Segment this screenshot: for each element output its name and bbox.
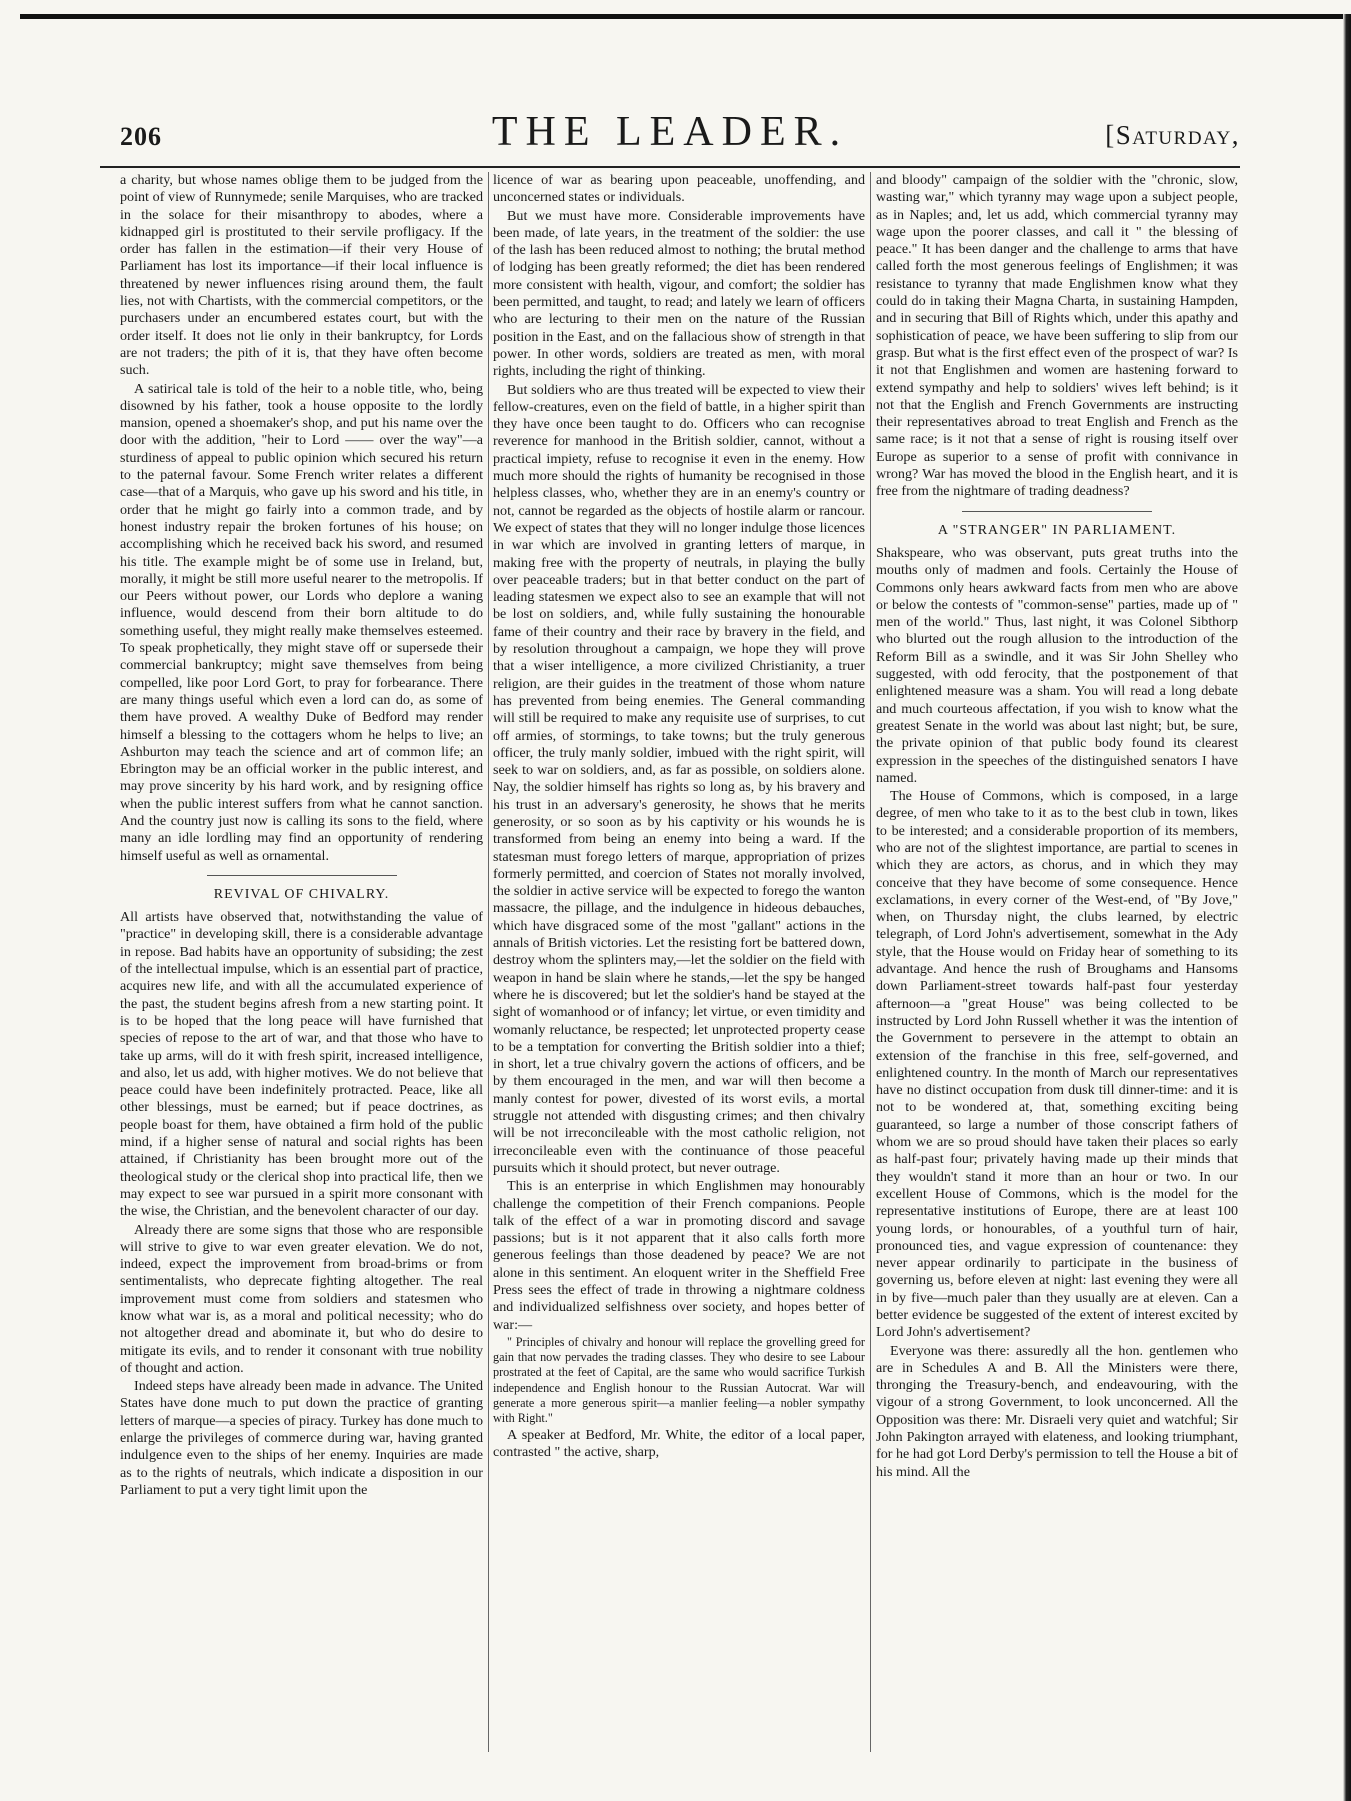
binding-gutter-shadow [1343, 14, 1351, 1801]
paragraph: But we must have more. Considerable improvements have been made, of late years, in the treatment of the soldier: the use of the lash has been reduced almost to nothing; the brutal method of lodging has been greatly reformed; the diet has been rendered more consistent with health, vigour, and comfort; the soldier has been permitted, and taught, to read; and lately we learn of officers who are lecturing to their men on the nature of the Russian position in the East, and on the fallacious show of strength in that power. In other words, soldiers are treated as men, with moral rights, including the right of thinking. [493, 207, 865, 380]
header-date: [Saturday, [1105, 120, 1240, 150]
header-rule [100, 166, 1240, 168]
column-1 [120, 172, 483, 1762]
column-3 [876, 172, 1238, 1762]
paragraph: A satirical tale is told of the heir to a noble title, who, being disowned by his father, took a house opposite to the lordly mansion, opened a shoemaker's shop, and put his name over the door with the addition, "heir to Lord —— over the way"—a sturdiness of appeal to public opinion which secured his return to the paternal favour. Some French writer relates a different case—that of a Marquis, who gave up his sword and his title, in order that he might go fairly into a common trade, and by honest industry repair the broken fortunes of his house; on accomplishing which he received back his sword, and resumed his title. The example might be of some use in Ireland, but, morally, it might be still more useful nearer to the metropolis. If our Peers without power, our Lords who deplore a waning influence, would descend from their born altitude to do something useful, they might really make themselves esteemed. To speak prophetically, they might stave off or supersede their commercial bankruptcy; might save themselves from being compelled, like poor Lord Gort, to pray for forbearance. There are many things useful which even a lord can do, as some of them have proved. A wealthy Duke of Bedford may render himself a blessing to the cottagers whom he helps to live; an Ashburton may teach the science and art of common life; an Ebrington may be an official worker in the public interest, and may prove sincerity by his hard work, and by resigning office when the public interest suffers from what he cannot sanction. And the country just now is calling its sons to the field, where many an idle lordling may find an opportunity of rendering himself useful as well as ornamental. [120, 380, 483, 864]
paragraph: Indeed steps have already been made in advance. The United States have done much to put down the practice of granting letters of marque—a species of piracy. Turkey has done much to enlarge the privileges of commerce during war, having granted indulgence even to the ships of her enemy. Inquiries are made as to the rights of neutrals, which indicate a disposition in our Parliament to put a very tight limit upon the [120, 1378, 483, 1498]
page-number: 206 [120, 122, 162, 151]
paragraph: licence of war as bearing upon peaceable, unoffending, and unconcerned states or individuals. [493, 172, 865, 206]
masthead-title: THE LEADER. [491, 109, 849, 155]
section-divider [962, 511, 1152, 512]
article-title-stranger-in-parliament: A "STRANGER" IN PARLIAMENT. [937, 522, 1177, 538]
article-title-revival-of-chivalry: REVIVAL OF CHIVALRY. [213, 886, 390, 902]
paragraph: Shakspeare, who was observant, puts great truths into the mouths only of madmen and fools. Certainly the House of Commons only hears awkward facts from men who are above or below the contests of "common-sense" parties, made up of " men of the world." Thus, last night, it was Colonel Sibthorp who blurted out the rough allusion to the introduction of the Reform Bill as a swindle, and it was Sir John Shelley who suggested, with odd ferocity, that the postponement of that enlightened measure was a sham. You will read a long debate and much courteous affectation, if you wish to know what the greatest Senate in the world was about last night; but, be sure, the private opinion of that public body found its clearest expression in the speeches of the distinguished senators I have named. [876, 544, 1238, 786]
column-2 [493, 172, 865, 1762]
block-quote: " Principles of chivalry and honour will replace the grovelling greed for gain that now pervades the trading classes. They who desire to see Labour prostrated at the feet of Capital, are the same who would sacrifice Turkish independence and English honour to the Russian Autocrat. War will generate a more generous spirit—a manlier feeling—a nobler sympathy with Right." [493, 1334, 865, 1425]
column-divider [488, 172, 489, 1752]
paragraph: This is an enterprise in which Englishmen may honourably challenge the competition of their French companions. People talk of the effect of a war in promoting discord and savage passions; but is it not apparent that it also calls forth more generous feelings than those deadened by peace? We are not alone in this sentiment. An eloquent writer in the Sheffield Free Press sees the effect of trade in throwing a nightmare coldness and individualized selfishness over society, and hopes better of war:— [493, 1178, 865, 1333]
paragraph: All artists have observed that, notwithstanding the value of "practice" in developing skill, there is a considerable advantage in repose. Bad habits have an opportunity of subsiding; the zest of the intellectual impulse, which is an essential part of practice, acquires new life, and with all the accumulated experience of the past, the student begins afresh from a new starting point. It is to be hoped that the long peace will have furnished that species of repose to the art of war, and that those who have to take up arms, will do it with fresh spirit, increased intelligence, and also, let us add, with higher motives. We do not believe that peace could have been indefinitely protracted. Peace, like all other blessings, must be earned; but if peace doctrines, as people boast for them, have obtained a firm hold of the public mind, if a higher sense of natural and social rights has been attained, if Christianity has been brought more out of the theological study or the clerical shop into practical life, then we may expect to see war pursued in a spirit more consonant with the wise, the Christian, and the benevolent character of our day. [120, 909, 483, 1220]
top-border-rule [20, 14, 1351, 19]
paragraph: and bloody" campaign of the soldier with the "chronic, slow, wasting war," which tyranny may wage upon a subject people, as in Naples; and, let us add, which commercial tyranny may wage upon the poorer classes, and call it " the blessing of peace." It has been danger and the challenge to arms that have called forth the most generous feelings of Englishmen; it was resistance to tyranny that made Englishmen know what they could do in taking their Magna Charta, in sustaining Hampden, and in securing that Bill of Rights which, under this apathy and sophistication of peace, we have been suffering to slip from our grasp. But what is the first effect even of the prospect of war? Is it not that Englishmen and women are hastening forward to extend sympathy and help to soldiers' wives left behind; is it not that the English and French Governments are instructing their representatives abroad to treat English and French as the same race; is it not that a sense of right is rousing itself over Europe as superior to a sense of profit with connivance in wrong? War has moved the blood in the English heart, and it is free from the nightmare of trading deadness? [876, 172, 1238, 500]
paragraph: The House of Commons, which is composed, in a large degree, of men who take to it as to the best club in town, likes to be interested; and a considerable proportion of its members, who are not of the slightest importance, are partial to scenes in which they are actors, as chorus, and in which they may conceive that they have become of some consequence. Hence exclamations, in every corner of the West-end, of "By Jove," when, on Thursday night, the clubs learned, by electric telegraph, of Lord John's advertisement, somewhat in the Ady style, that the House would on Friday hear of something to its advantage. And hence the rush of Broughams and Hansoms down Parliament-street towards half-past four yesterday afternoon—a "great House" was being collected to be instructed by Lord John Russell whether it was the intention of the Government to persevere in the attempt to obtain an extension of the franchise in this free, self-governed, and enlightened country. In the month of March our representatives have no distinct occupation from dusk till dinner-time: and it is not to be wondered at, that, something exciting being guaranteed, so large a number of those conscript fathers of whom we are so proud should have taken their places so early as half-past four; privately having made up their minds that they wouldn't stand it more than an hour or two. In our excellent House of Commons, which is the model for the representative institutions of Europe, there are at least 100 young lords, or honourables, of a youthful turn of hair, pronounced ties, and vague expression of countenance: they never appear ordinarily to participate in the business of governing us, before eleven at night: last evening they were all in by five—much paler than they usually are at eleven. Can a better evidence be suggested of the extent of interest excited by Lord John's advertisement? [876, 788, 1238, 1341]
column-divider [870, 172, 871, 1752]
section-divider [207, 875, 397, 876]
paragraph: Everyone was there: assuredly all the hon. gentlemen who are in Schedules A and B. All the Ministers were there, thronging the Treasury-bench, and endeavouring, with the vigour of a strong Government, to look unconcerned. All the Opposition was there: Mr. Disraeli very quiet and watchful; Sir John Pakington arrayed with elateness, and looking triumphant, for he had got Lord Derby's permission to tell the House a bit of his mind. All the [876, 1342, 1238, 1480]
page-header [100, 108, 1240, 155]
paragraph: A speaker at Bedford, Mr. White, the editor of a local paper, contrasted " the active, sharp, [493, 1427, 865, 1461]
paragraph: a charity, but whose names oblige them to be judged from the point of view of Runnymede; senile Marquises, who are tracked in the solace for their misanthropy to abodes, where a kidnapped girl is prostituted to their servile profligacy. If the order has fallen in the estimation—if their very House of Parliament has lost its importance—if their local influence is threatened by newer influences rising around them, the fault lies, not with Chartists, with the commercial competitors, or the purchasers under an encumbered estates court, but with the order itself. It does not lie only in their bankruptcy, for Lords are not traders; the pith of it is, that they have often become such. [120, 172, 483, 379]
paragraph: Already there are some signs that those who are responsible will strive to give to war even greater elevation. We do not, indeed, expect the improvement from broad-brims or from sentimentalists, who deprecate fighting altogether. The real improvement must come from soldiers and statesmen who know what war is, as a moral and political necessity; who do not altogether dread and abominate it, but who do desire to mitigate its evils, and to render it consonant with true nobility of thought and action. [120, 1221, 483, 1376]
paragraph: But soldiers who are thus treated will be expected to view their fellow-creatures, even on the field of battle, in a higher spirit than they have once been taught to do. Officers who can recognise reverence for manhood in the British soldier, cannot, without a practical impiety, refuse to recognise it even in the enemy. How much more should the rights of humanity be recognised in those helpless classes, who, whether they are in an enemy's country or not, cannot be regarded as the objects of hostile alarm or rancour. We expect of states that they will no longer indulge those licences in war which are involved in granting letters of marque, in making free with the property of neutrals, in playing the bully over peaceable traders; but in that better conduct on the part of leading statesmen we expect also to see an example that will not be lost on soldiers, and, while fully sustaining the honourable fame of their country and their race by bravery in the field, and by resolution throughout a campaign, we hope they will prove that a wiser intelligence, a more civilized Christianity, a truer religion, are their guides in the treatment of those whom nature has prevented from being enemies. The General commanding will still be required to make any requisite use of surprises, to cut off armies, of stormings, to take towns; but the truly generous officer, the truly manly soldier, imbued with the right spirit, will seek to war on soldiers, and, as far as possible, on soldiers alone. Nay, the soldier himself has rights so long as, by his bravery and his trust in an adversary's generosity, he shows that he merits generosity, or so soon as by his captivity or his wounds he is transformed from being an enemy into being a ward. If the statesman must forego letters of marque, appropriation of prizes formerly permitted, and coercion of States not morally involved, the soldier in active service will be expected to forego the wanton massacre, the pillage, and the indulgence in hideous debauches, which have disgraced some of the most "gallant" actions in the annals of British victories. Let the resisting fort be battered down, destroy whom the splinters may,—let the soldier on the field with weapon in hand be slain where he stands,—let the spy be hanged where he is discovered; but let the soldier's hand be stayed at the sight of womanhood or of infancy; let virtue, or even timidity and womanly reluctance, be respected; let unprotected property cease to be a temptation for converting the British soldier into a thief; in short, let a true chivalry govern the actions of officers, and be by them encouraged in the men, and war will then become a manly contest for power, divested of its worst evils, a mortal struggle not attended with disgusting crimes; and then chivalry will be not irreconcileable with the most catholic religion, not irreconcileable even with the continuance of those peaceful pursuits which it should protect, but never outrage. [493, 381, 865, 1176]
